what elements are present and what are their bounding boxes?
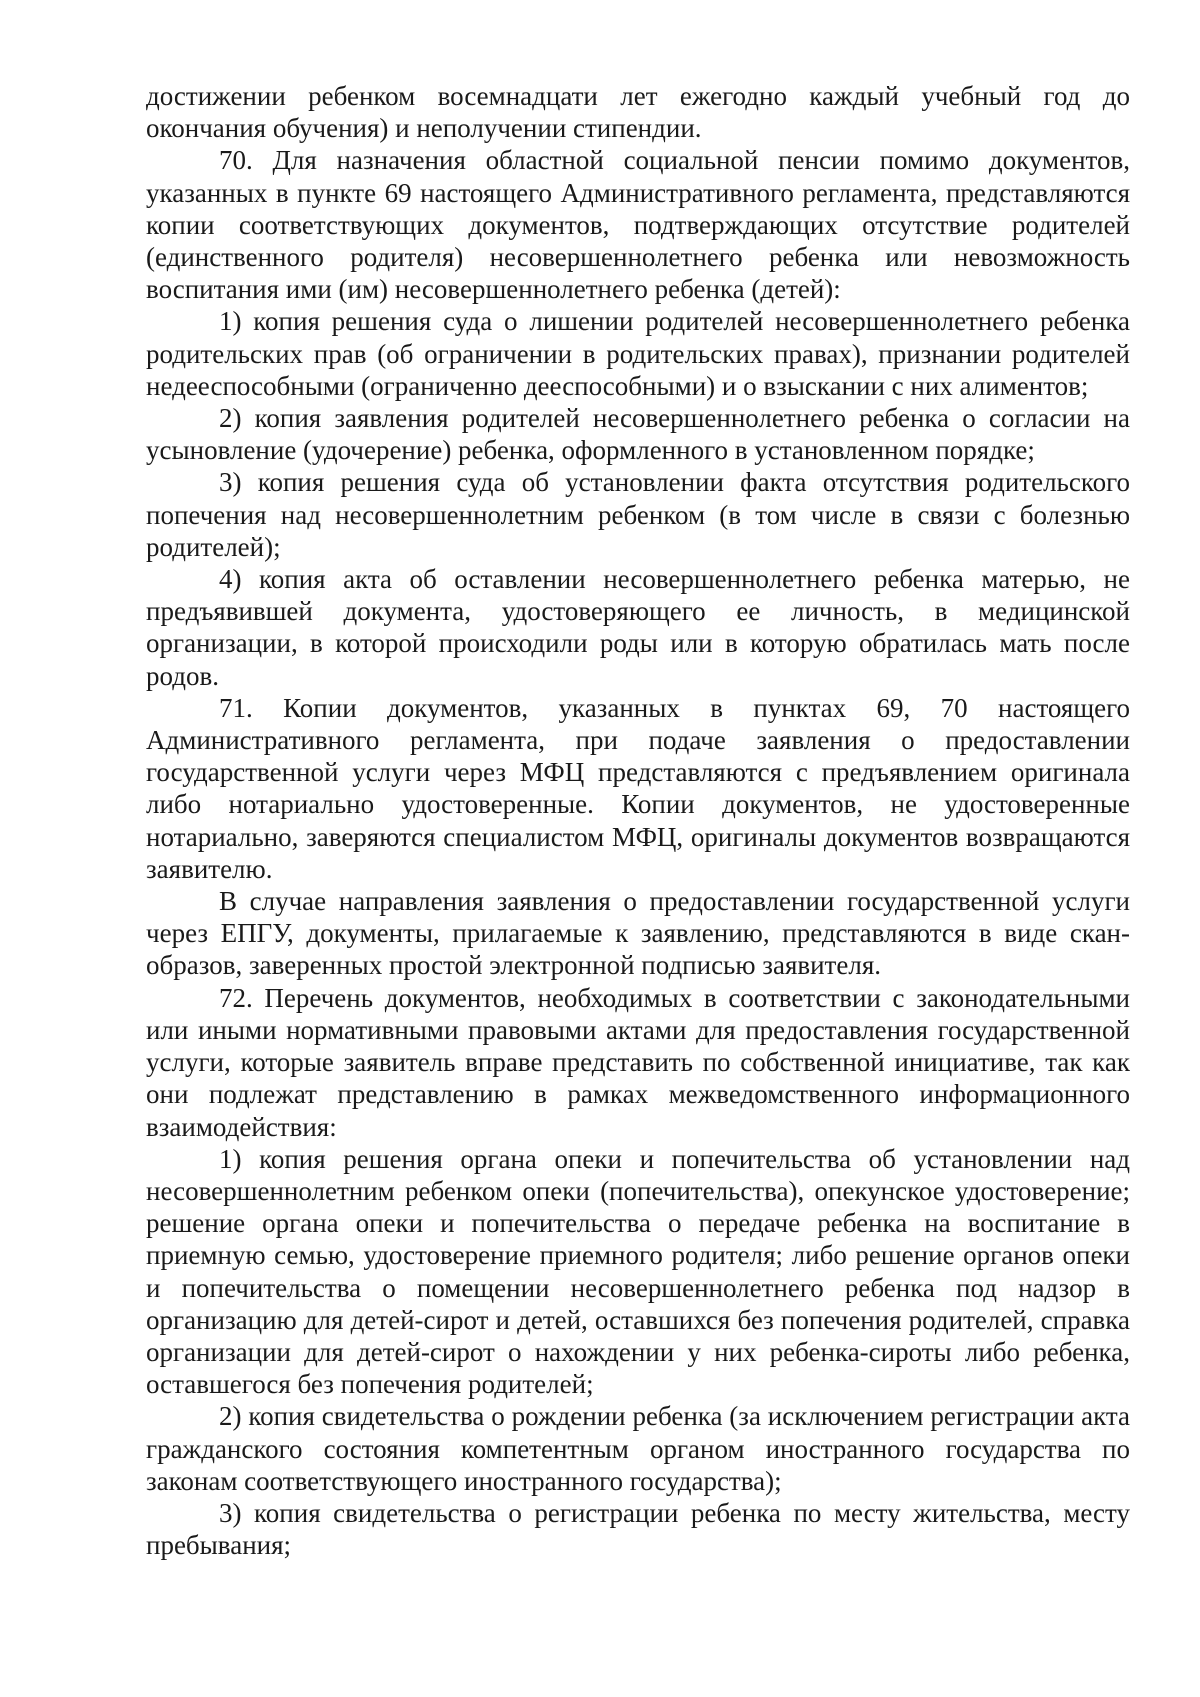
paragraph-item-71: 71. Копии документов, указанных в пунктах 69, 70 настоящего Административного регламента, при подаче заявления о предоставлении государственной услуги через МФЦ представляются с предъявлением оригинала либо нотариально удостоверенные. Копии документов, не удостоверенные нотариально, заверяются специалистом МФЦ, оригиналы документов возвращаются заявителю.: [146, 692, 1130, 884]
paragraph-70-subitem-4: 4) копия акта об оставлении несовершеннолетнего ребенка матерью, не предъявившей документа, удостоверяющего ее личность, в медицинской организации, в которой происходили роды или в которую обратилась мать после родов.: [146, 564, 1130, 691]
paragraph-70-subitem-1: 1) копия решения суда о лишении родителей несовершеннолетнего ребенка родительских прав (об ограничении в родительских правах), признании родителей недееспособными (ограниченно дееспособными) и о взыскании с них алиментов;: [146, 306, 1130, 401]
paragraph-continuation: достижении ребенком восемнадцати лет ежегодно каждый учебный год до окончания обучения) и неполучении стипендии.: [146, 81, 1130, 144]
paragraph-71-epgu: В случае направления заявления о предоставлении государственной услуги через ЕПГУ, документы, прилагаемые к заявлению, представляются в виде скан-образов, заверенных простой электронной подписью заявителя.: [146, 886, 1130, 981]
paragraph-item-72: 72. Перечень документов, необходимых в соответствии с законодательными или иными нормативными правовыми актами для предоставления государственной услуги, которые заявитель вправе представить по собственной инициативе, так как они подлежат представлению в рамках межведомственного информационного взаимодействия:: [146, 982, 1130, 1142]
paragraph-70-subitem-3: 3) копия решения суда об установлении факта отсутствия родительского попечения над несовершеннолетним ребенком (в том числе в связи с болезнью родителей);: [146, 467, 1130, 562]
paragraph-72-subitem-1: 1) копия решения органа опеки и попечительства об установлении над несовершеннолетним ребенком опеки (попечительства), опекунское удостоверение; решение органа опеки и попечительства о передаче ребенка на воспитание в приемную семью, удостоверение приемного родителя; либо решение органов опеки и попечительства о помещении несовершеннолетнего ребенка под надзор в организацию для детей-сирот и детей, оставшихся без попечения родителей, справка организации для детей-сирот о нахождении у них ребенка-сироты либо ребенка, оставшегося без попечения родителей;: [146, 1143, 1130, 1400]
paragraph-72-subitem-2: 2) копия свидетельства о рождении ребенка (за исключением регистрации акта гражданского состояния компетентным органом иностранного государства по законам соответствующего иностранного государства);: [146, 1401, 1130, 1496]
paragraph-item-70: 70. Для назначения областной социальной пенсии помимо документов, указанных в пункте 69 настоящего Административного регламента, представляются копии соответствующих документов, подтверждающих отсутствие родителей (единственного родителя) несовершеннолетнего ребенка или невозможность воспитания ими (им) несовершеннолетнего ребенка (детей):: [146, 145, 1130, 305]
paragraph-70-subitem-2: 2) копия заявления родителей несовершеннолетнего ребенка о согласии на усыновление (удочерение) ребенка, оформленного в установленном порядке;: [146, 403, 1130, 466]
paragraph-72-subitem-3: 3) копия свидетельства о регистрации ребенка по месту жительства, месту пребывания;: [146, 1497, 1130, 1561]
document-body: [146, 80, 1130, 1561]
